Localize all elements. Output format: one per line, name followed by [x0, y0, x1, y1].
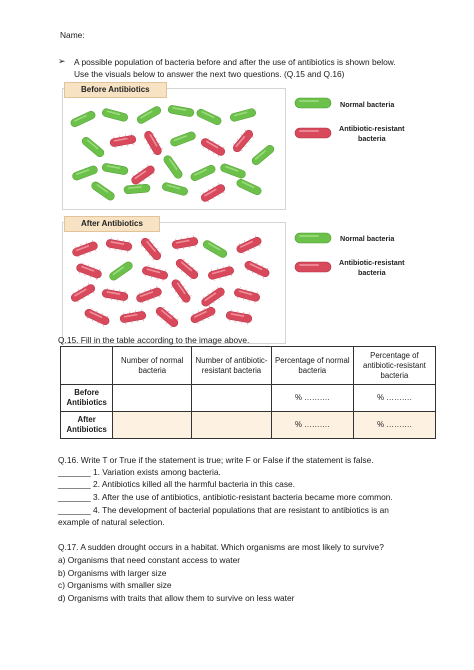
- q17-option-b[interactable]: b) Organisms with larger size: [58, 568, 167, 578]
- q16-item-3: [58, 492, 393, 503]
- q16-item-2: [58, 479, 295, 490]
- table-header-resistant-percent: Percentage of antibiotic-resistant bacteria: [353, 347, 435, 385]
- item-text: Antibiotics killed all the harmful bacteria in this case.: [101, 479, 295, 489]
- cell-before-normal-percent[interactable]: % ……….: [271, 385, 353, 412]
- normal-bacterium: [108, 260, 134, 281]
- resistant-bacterium: [199, 181, 228, 204]
- legend-resistant-label-2: bacteria: [358, 268, 386, 277]
- legend-resistant-label-1: Antibiotic-resistant: [339, 124, 405, 133]
- legend-normal-label: Normal bacteria: [340, 100, 395, 109]
- resistant-bacterium: [199, 135, 228, 158]
- answer-blank[interactable]: _______: [58, 505, 91, 515]
- cell-before-resistant-count[interactable]: [192, 385, 272, 412]
- normal-bacterium: [80, 136, 105, 159]
- resistant-bacterium: [119, 309, 147, 325]
- after-antibiotics-panel: [62, 222, 286, 344]
- item-text: After the use of antibiotics, antibiotic-resistant bacteria became more common.: [101, 492, 393, 502]
- normal-bacterium: [102, 163, 129, 175]
- normal-bacterium: [161, 182, 188, 196]
- q17-option-a[interactable]: a) Organisms that need constant access to water: [58, 555, 241, 565]
- table-header-resistant-count: Number of antibiotic-resistant bacteria: [192, 347, 272, 385]
- resistant-bacterium: [141, 264, 169, 282]
- resistant-bacterium: [105, 237, 133, 253]
- row-label-before: Before Antibiotics: [61, 385, 113, 412]
- legend-normal-label: Normal bacteria: [340, 234, 395, 243]
- resistant-bacterium: [101, 287, 129, 303]
- table-header-blank: [61, 347, 113, 385]
- q16-title: Q.16. Write T or True if the statement is true; write F or False if the statement is false.: [58, 455, 374, 465]
- row-label-after: After Antibiotics: [61, 412, 113, 439]
- resistant-bacterium: [235, 234, 264, 256]
- resistant-bacterium: [135, 285, 164, 305]
- item-number: 4.: [92, 505, 100, 515]
- q17-option-c[interactable]: c) Organisms with smaller size: [58, 580, 172, 590]
- normal-bacterium: [169, 131, 196, 147]
- legend-normal-icon: [293, 231, 335, 250]
- before-antibiotics-panel: [62, 88, 286, 210]
- resistant-bacterium: [141, 129, 164, 158]
- table-header-normal-count: Number of normal bacteria: [113, 347, 192, 385]
- normal-bacterium: [250, 144, 275, 167]
- cell-before-normal-count[interactable]: [113, 385, 192, 412]
- bullet-arrow-icon: ➢: [58, 56, 66, 66]
- legend-resistant-label-1: Antibiotic-resistant: [339, 258, 405, 267]
- resistant-bacterium: [109, 133, 137, 149]
- after-antibiotics-label: After Antibiotics: [64, 216, 160, 232]
- resistant-bacterium: [69, 281, 98, 304]
- answer-blank[interactable]: _______: [58, 492, 91, 502]
- q16-item-4-continued: example of natural selection.: [58, 517, 165, 527]
- normal-bacterium: [101, 108, 128, 122]
- normal-bacterium: [90, 180, 116, 201]
- answer-blank[interactable]: _______: [58, 467, 91, 477]
- name-label: Name:: [60, 30, 85, 40]
- cell-after-resistant-percent[interactable]: % ……….: [353, 412, 435, 439]
- resistant-bacterium: [83, 306, 112, 328]
- q15-title: Q.15. Fill in the table according to the image above.: [58, 335, 250, 345]
- legend-resistant-icon: [293, 260, 335, 279]
- before-antibiotics-label: Before Antibiotics: [64, 82, 167, 98]
- resistant-bacterium: [138, 235, 164, 263]
- resistant-bacterium: [225, 309, 253, 325]
- q15-table: [60, 346, 436, 439]
- resistant-bacterium: [129, 163, 157, 188]
- q16-item-4: [58, 505, 389, 516]
- resistant-bacterium: [230, 127, 256, 155]
- normal-bacterium: [229, 108, 256, 122]
- q16-item-1: [58, 467, 221, 478]
- normal-bacterium: [70, 110, 97, 128]
- resistant-bacterium: [173, 256, 201, 282]
- resistant-bacterium: [233, 286, 261, 304]
- resistant-bacterium: [189, 304, 218, 326]
- resistant-bacterium: [207, 264, 235, 282]
- table-header-normal-percent: Percentage of normal bacteria: [271, 347, 353, 385]
- table-row: [61, 412, 436, 439]
- cell-before-resistant-percent[interactable]: % ……….: [353, 385, 435, 412]
- resistant-bacterium: [75, 261, 104, 281]
- cell-after-resistant-count[interactable]: [192, 412, 272, 439]
- item-number: 1.: [92, 467, 100, 477]
- cell-after-normal-percent[interactable]: % ……….: [271, 412, 353, 439]
- resistant-bacterium: [171, 235, 199, 251]
- resistant-bacterium: [243, 258, 272, 280]
- q17-title: Q.17. A sudden drought occurs in a habitat. Which organisms are most likely to survive?: [58, 542, 384, 552]
- normal-bacterium: [168, 105, 195, 117]
- normal-bacterium: [196, 108, 223, 126]
- legend-resistant-icon: [293, 126, 335, 145]
- before-bacteria-illustration: [63, 89, 285, 209]
- normal-bacterium: [71, 165, 98, 181]
- after-bacteria-illustration: [63, 223, 285, 333]
- normal-bacterium: [202, 239, 229, 259]
- item-text: Variation exists among bacteria.: [102, 467, 221, 477]
- resistant-bacterium: [153, 304, 181, 330]
- resistant-bacterium: [199, 285, 227, 310]
- normal-bacterium: [124, 184, 151, 194]
- item-number: 2.: [92, 479, 100, 489]
- resistant-bacterium: [169, 277, 194, 305]
- normal-bacterium: [219, 163, 246, 179]
- q17-option-d[interactable]: d) Organisms with traits that allow them to survive on less water: [58, 593, 295, 603]
- intro-line-2: Use the visuals below to answer the next two questions. (Q.15 and Q.16): [74, 69, 345, 79]
- normal-bacterium: [190, 164, 217, 182]
- cell-after-normal-count[interactable]: [113, 412, 192, 439]
- legend-resistant-label-2: bacteria: [358, 134, 386, 143]
- normal-bacterium: [236, 178, 263, 196]
- answer-blank[interactable]: _______: [58, 479, 91, 489]
- table-row: [61, 385, 436, 412]
- normal-bacterium: [162, 154, 183, 180]
- item-text: The development of bacterial populations that are resistant to antibiotics is an: [102, 505, 389, 515]
- normal-bacterium: [136, 105, 163, 125]
- item-number: 3.: [92, 492, 100, 502]
- resistant-bacterium: [71, 239, 100, 259]
- legend-normal-icon: [293, 96, 335, 115]
- intro-line-1: A possible population of bacteria before and after the use of antibiotics is shown below.: [74, 57, 396, 67]
